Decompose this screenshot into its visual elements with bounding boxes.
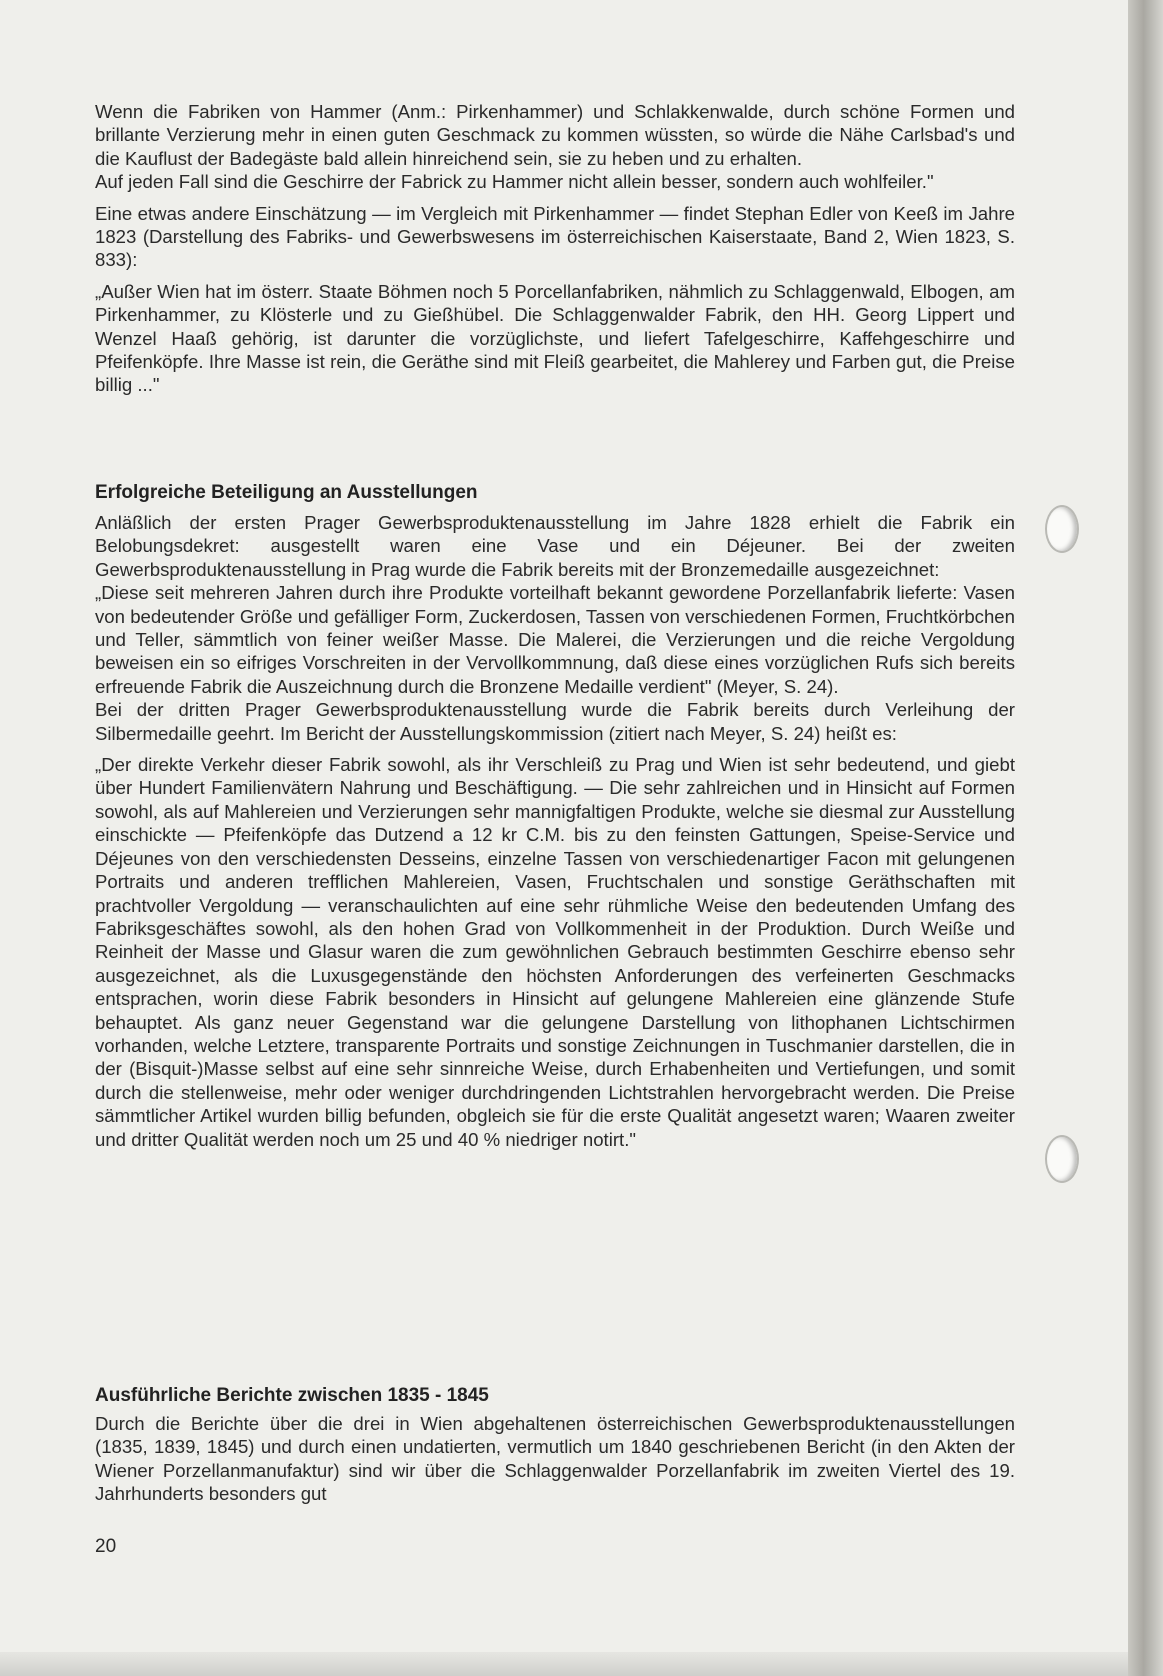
- quote-paragraph: „Der direkte Verkehr dieser Fabrik sowohl, als ihr Verschleiß zu Prag und Wien ist sehr bedeutend, und giebt über Hundert Familienvätern Nahrung und Beschäftigung. — Die sehr zahlreichen und in Hinsicht auf Formen sowohl, als auf Mahlereien und Verzierungen sehr mannigfaltigen Produkte, welche sie diesmal zur Ausstellung einschickte — Pfeifenköpfe das Dutzend a 12 kr C.M. bis zu den feinsten Gattungen, Speise-Service und Déjeunes von den verschiedensten Desseins, einzelne Tassen von verschiedenartiger Facon mit gelungenen Portraits und anderen trefflichen Mahlereien, Vasen, Fruchtschalen und sonstige Geräthschaften mit prachtvoller Vergoldung — veranschaulichten auf eine sehr rühmliche Weise den bedeutenden Umfang des Fabriksgeschäftes sowohl, als den hohen Grad von Vollkommenheit in der Produktion. Durch Weiße und Reinheit der Masse und Glasur waren die zum gewöhnlichen Gebrauch bestimmten Geschirre ebenso sehr ausgezeichnet, als die Luxusgegenstände den höchsten Anforderungen des verfeinerten Geschmacks entsprachen, worin diese Fabrik besonders in Hinsicht auf gelungene Mahlereien eine glänzende Stufe behauptet. Als ganz neuer Gegenstand war die gelungene Darstellung von lithophanen Lichtschirmen vorhanden, welche Letztere, transparente Portraits und sonstige Zeichnungen in Tuschmanier darstellen, die in der (Bisquit-)Masse selbst auf eine sehr sinnreiche Weise, durch Erhabenheiten und Vertiefungen, und somit durch die stellenweise, mehr oder weniger durchdringenden Lichtstrahlen hervorgebracht werden. Die Preise sämmtlicher Artikel wurden billig befunden, obgleich sie für die erste Qualität angesetzt waren; Waaren zweiter und dritter Qualität werden noch um 25 und 40 % niedriger notirt.": [95, 754, 1015, 1150]
- page-bottom-edge: [0, 1652, 1140, 1676]
- intro-text: [95, 100, 1015, 405]
- paragraph: Auf jeden Fall sind die Geschirre der Fabrick zu Hammer nicht allein besser, sondern auch wohlfeiler.": [95, 171, 934, 193]
- paragraph: Durch die Berichte über die drei in Wien abgehaltenen österreichischen Gewerbsproduktenausstellungen (1835, 1839, 1845) und durch einen undatierten, vermutlich um 1840 geschriebenen Bericht (in den Akten der Wiener Porzellanmanufaktur) sind wir über die Schlaggenwalder Porzellanfabrik im zweiten Viertel des 19. Jahrhunderts besonders gut: [95, 1413, 1015, 1505]
- section-heading: Erfolgreiche Beteiligung an Ausstellungen: [95, 482, 478, 503]
- page-number: 20: [95, 1536, 117, 1557]
- paragraph: Wenn die Fabriken von Hammer (Anm.: Pirkenhammer) und Schlakkenwalde, durch schöne Formen und brillante Verzierung mehr in einen guten Geschmack zu kommen wüssten, so würde die Nähe Carlsbad's und die Kauflust der Badegäste bald allein hinreichend sein, sie zu heben und zu erhalten.: [95, 101, 1015, 169]
- quote-paragraph: „Außer Wien hat im österr. Staate Böhmen noch 5 Porcellanfabriken, nähmlich zu Schlaggenwald, Elbogen, am Pirkenhammer, zu Klösterle und zu Gießhübel. Die Schlaggenwalder Fabrik, den HH. Georg Lippert und Wenzel Haaß gehörig, ist darunter die vorzüglichste, und liefert Tafelgeschirre, Kaffehgeschirre und Pfeifenköpfe. Ihre Masse ist rein, die Geräthe sind mit Fleiß gearbeitet, die Mahlerey und Farben gut, die Preise billig ...": [95, 280, 1015, 396]
- quote-paragraph: „Diese seit mehreren Jahren durch ihre Produkte vorteilhaft bekannt gewordene Porzellanfabrik lieferte: Vasen von bedeutender Größe und gefälliger Form, Zuckerdosen, Tassen von verschiedenen Formen, Fruchtkörbchen und Teller, sämmtlich von feiner weißer Masse. Die Malerei, die Verzierungen und die reiche Vergoldung beweisen ein so eifriges Vorschreiten in der Vervollkommnung, daß diese eines vorzüglichen Rufs sich bereits erfreuende Fabrik die Auszeichnung durch die Bronzene Medaille verdient" (Meyer, S. 24).: [95, 582, 1015, 697]
- paragraph: Eine etwas andere Einschätzung — im Vergleich mit Pirkenhammer — findet Stephan Edler von Keeß im Jahre 1823 (Darstellung des Fabriks- und Gewerbswesens im österreichischen Kaiserstaate, Band 2, Wien 1823, S. 833):: [95, 202, 1015, 271]
- punch-hole: [1045, 505, 1079, 553]
- section2-text: [95, 1412, 1015, 1514]
- paragraph: Anläßlich der ersten Prager Gewerbsproduktenausstellung im Jahre 1828 erhielt die Fabrik ein Belobungsdekret: ausgestellt waren eine Vase und ein Déjeuner. Bei der zweiten Gewerbsproduktenausstellung in Prag wurde die Fabrik bereits mit der Bronzemedaille ausgezeichnet:: [95, 512, 1015, 580]
- section1-text: [95, 511, 1015, 1159]
- section-heading: Ausführliche Berichte zwischen 1835 - 1845: [95, 1385, 489, 1406]
- punch-hole: [1045, 1135, 1079, 1183]
- binding-spine: [1128, 0, 1163, 1676]
- paragraph: Bei der dritten Prager Gewerbsproduktenausstellung wurde die Fabrik bereits durch Verleihung der Silbermedaille geehrt. Im Bericht der Ausstellungskommission (zitiert nach Meyer, S. 24) heißt es:: [95, 699, 1015, 744]
